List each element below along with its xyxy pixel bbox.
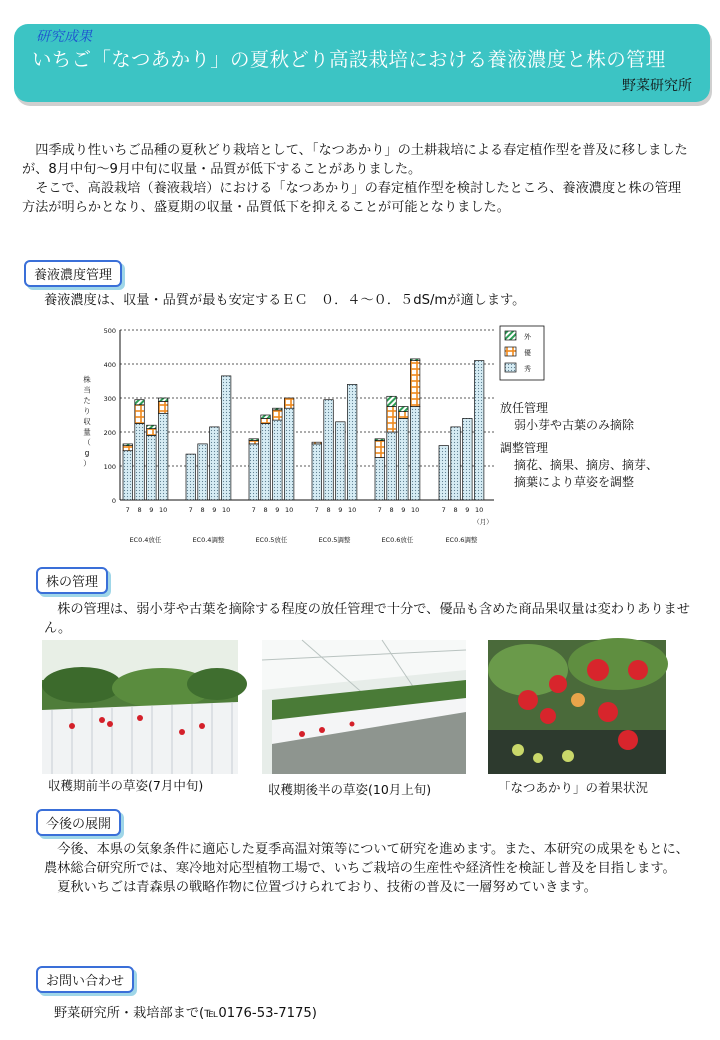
bar-segment [387, 407, 397, 433]
bar-segment [347, 384, 357, 500]
intro-paragraph-2: そこで、高設栽培（養液栽培）における「なつあかり」の春定植作型を検討したところ、養液濃度と株の管理方法が明らかとなり、盛夏期の収量・品質低下を抑えることが可能となりました。 [22, 181, 682, 215]
contact-line: 野菜研究所・栽培部まで(℡0176-53-7175) [54, 1006, 317, 1021]
bar-segment [273, 408, 283, 410]
y-axis-label-char: 当 [83, 385, 91, 395]
x-tick-label: 7 [125, 506, 130, 514]
y-axis-label-char: ） [83, 459, 91, 468]
note-adjust-heading: 調整管理 [500, 441, 549, 455]
y-axis-label-char: た [83, 396, 91, 405]
photo-caption-2: 収穫期後半の草姿(10月上旬) [268, 782, 432, 797]
y-tick-label: 500 [103, 327, 116, 335]
bar-segment [410, 407, 420, 501]
y-tick-label: 200 [103, 429, 116, 437]
nutrient-text [44, 291, 694, 310]
y-axis-label-char: （ [83, 438, 91, 447]
bar-segment [249, 439, 259, 441]
x-tick-label: 9 [149, 506, 154, 514]
group-label: EC0.6調整 [445, 536, 478, 544]
section-label-plant: 株の管理 [36, 567, 108, 594]
bar-segment [324, 400, 334, 500]
x-tick-label: 7 [251, 506, 256, 514]
bar-segment [249, 444, 259, 500]
photo-caption-3: 「なつあかり」の着果状況 [498, 780, 649, 795]
x-tick-label: 8 [326, 506, 331, 514]
x-tick-label: 8 [453, 506, 458, 514]
bar-segment [198, 444, 208, 500]
future-paragraph-2: 夏秋いちごは青森県の戦略作物に位置づけられており、技術の普及に一層努めていきます。 [57, 880, 597, 895]
legend-label: 外 [524, 333, 531, 341]
future-paragraph-1: 今後、本県の気象条件に適応した夏季高温対策等について研究を進めます。また、本研究の成果をもとに、農林総合研究所では、寒冷地対応型植物工場で、いちご栽培の生産性や経済性を検証し普及を目指します。 [44, 842, 689, 876]
note-adjust-text-1: 摘花、摘果、摘房、摘芽、 [514, 458, 659, 472]
nutrient-sentence: 養液濃度は、収量・品質が最も安定するＥＣ ０．４～０．５dS/mが適します。 [44, 293, 526, 308]
x-tick-label: 9 [465, 506, 470, 514]
group-label: EC0.6放任 [381, 536, 414, 544]
bar-segment [123, 446, 133, 451]
bar-segment [463, 418, 473, 500]
x-tick-label: 9 [401, 506, 406, 514]
legend-swatch [505, 331, 516, 340]
x-tick-label: 10 [348, 506, 357, 514]
bar-segment [123, 451, 133, 500]
page-title: いちご「なつあかり」の夏秋どり高設栽培における養液濃度と株の管理 [32, 48, 666, 71]
bar-segment [375, 439, 385, 441]
x-tick-label: 7 [377, 506, 382, 514]
group-label: EC0.5調整 [318, 536, 351, 544]
bar-segment [284, 398, 294, 408]
management-notes [500, 400, 658, 491]
photo-early-season [42, 640, 238, 774]
legend-label: 秀 [524, 365, 531, 373]
note-adjust-text-2: 摘葉により草姿を調整 [514, 475, 635, 489]
bar-segment [410, 359, 420, 361]
contact-text [54, 1004, 454, 1023]
bar-segment [158, 413, 168, 500]
intro-paragraph-1: 四季成り性いちご品種の夏秋どり栽培として、「なつあかり」の土耕栽培による春定植作型を普及に移しましたが、8月中旬～9月中旬に収量・品質が低下することがありました。 [22, 143, 688, 177]
bar-segment [451, 427, 461, 500]
photo-late-season [262, 640, 466, 774]
bar-segment [261, 424, 271, 501]
bar-segment [135, 405, 145, 424]
x-tick-label: 10 [285, 506, 294, 514]
photo-fruit-set [488, 640, 666, 774]
bar-segment [135, 424, 145, 501]
bar-segment [474, 361, 484, 500]
bar-segment [261, 415, 271, 418]
x-tick-label: 10 [222, 506, 231, 514]
x-tick-label: 9 [212, 506, 217, 514]
x-tick-label: 9 [275, 506, 280, 514]
bar-segment [273, 420, 283, 500]
bar-segment [147, 425, 157, 428]
section-label-future: 今後の展開 [36, 809, 121, 836]
bar-segment [387, 432, 397, 500]
bar-segment [312, 444, 322, 500]
legend-label: 優 [524, 349, 531, 357]
bar-segment [186, 454, 196, 500]
legend-swatch [505, 347, 516, 356]
note-free-heading: 放任管理 [500, 401, 549, 415]
bar-segment [399, 412, 409, 419]
x-tick-label: 7 [441, 506, 446, 514]
y-tick-label: 0 [111, 497, 116, 505]
x-tick-label: 10 [411, 506, 420, 514]
bar-segment [284, 408, 294, 500]
section-label-nutrient: 養液濃度管理 [24, 260, 122, 287]
y-axis-label-char: 収 [83, 417, 91, 426]
category-tag: 研究成果 [36, 29, 92, 45]
y-tick-label: 300 [103, 395, 116, 403]
bar-segment [158, 398, 168, 401]
y-axis-label-char: 量 [83, 427, 91, 437]
section-label-contact: お問い合わせ [36, 966, 134, 993]
x-tick-label: 10 [159, 506, 168, 514]
y-axis-label-char: り [83, 406, 91, 416]
bar-segment [147, 435, 157, 500]
bar-segment [221, 376, 231, 500]
plant-sentence: 株の管理は、弱小芽や古葉を摘除する程度の放任管理で十分で、優品も含めた商品果収量は変わりありません。 [44, 602, 690, 636]
bar-segment [147, 429, 157, 436]
bar-segment [135, 400, 145, 405]
legend-swatch [505, 363, 516, 372]
y-axis-label-char: 株 [83, 375, 91, 384]
x-tick-label: 8 [389, 506, 394, 514]
x-unit-label: （月） [473, 518, 493, 526]
group-label: EC0.5放任 [255, 536, 288, 544]
x-tick-label: 10 [475, 506, 484, 514]
photo-caption-1: 収穫期前半の草姿(7月中旬) [48, 778, 204, 793]
bar-segment [375, 458, 385, 501]
y-tick-label: 400 [103, 361, 116, 369]
bar-segment [399, 418, 409, 500]
future-text [44, 840, 698, 897]
bar-segment [261, 418, 271, 423]
group-label: EC0.4放任 [129, 536, 162, 544]
intro-text [22, 141, 690, 217]
bar-segment [249, 441, 259, 444]
x-tick-label: 9 [338, 506, 343, 514]
note-free-text: 弱小芽や古葉のみ摘除 [514, 418, 635, 432]
bar-segment [375, 441, 385, 458]
y-tick-label: 100 [103, 463, 116, 471]
bar-segment [312, 442, 322, 444]
y-axis-label-char: g [84, 448, 90, 458]
group-label: EC0.4調整 [192, 536, 225, 544]
bar-segment [123, 444, 133, 446]
plant-text [44, 600, 694, 638]
bar-segment [336, 422, 346, 500]
x-tick-label: 7 [188, 506, 193, 514]
x-tick-label: 8 [137, 506, 142, 514]
x-tick-label: 7 [314, 506, 319, 514]
bar-segment [158, 401, 168, 413]
institute-name: 野菜研究所 [622, 78, 692, 94]
bar-segment [210, 427, 220, 500]
bar-segment [399, 407, 409, 412]
x-tick-label: 8 [200, 506, 205, 514]
bar-segment [387, 396, 397, 406]
x-tick-label: 8 [263, 506, 268, 514]
bar-segment [273, 410, 283, 420]
bar-segment [439, 446, 449, 500]
bar-segment [410, 361, 420, 407]
title-banner [14, 24, 710, 102]
